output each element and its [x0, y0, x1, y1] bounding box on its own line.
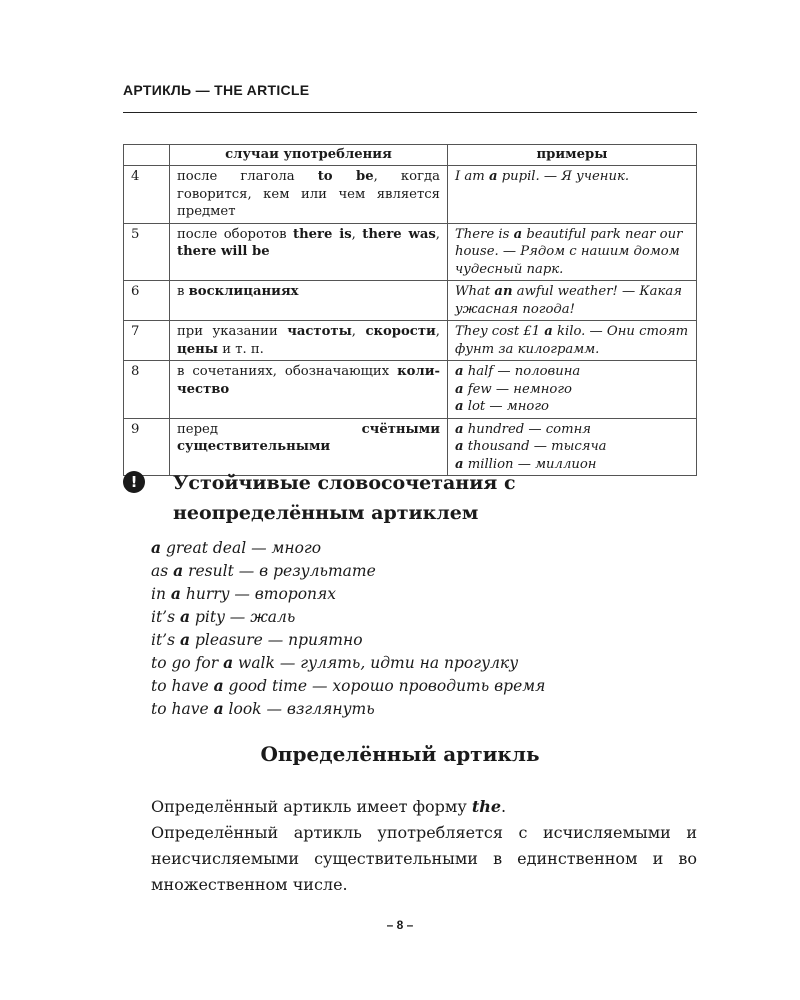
usage-case	[170, 418, 448, 476]
set-phrase	[151, 559, 545, 582]
header-rule	[123, 112, 697, 113]
set-phrase-text: it’s	[151, 631, 180, 649]
column-header-cases: случаи употребления	[170, 145, 448, 166]
example-text: I am	[455, 169, 489, 184]
usage-case-text: в сочетаниях, обозначающих	[177, 364, 398, 379]
example-text: beautiful park near our house. — Рядом с нашим домом чудесный парк.	[455, 226, 683, 277]
usage-examples	[448, 166, 697, 224]
usage-examples	[448, 223, 697, 281]
example-line	[455, 421, 689, 439]
usage-case-bold: цены	[177, 341, 219, 357]
example-line	[455, 363, 689, 381]
usage-case-bold: there was	[362, 226, 436, 242]
set-phrase-text: result — в результате	[183, 562, 376, 580]
running-title: АРТИКЛЬ — THE ARTICLE	[123, 82, 310, 98]
usage-examples	[448, 281, 697, 321]
set-phrase-text: as	[151, 562, 174, 580]
usage-case-text: ,	[351, 324, 366, 339]
paragraph-usage: Определённый артикль употребляется с исчисляемыми и неисчисляемыми существительными в единственном и во множественном числе.	[151, 823, 697, 894]
table-row	[124, 418, 697, 476]
set-phrase-bold: a	[151, 538, 162, 557]
set-phrase-text: it’s	[151, 608, 180, 626]
set-phrase-text: to have	[151, 677, 214, 695]
example-text: awful weather! — Какая ужасная погода!	[455, 284, 682, 317]
example-text: What	[455, 284, 495, 299]
example-text: lot — много	[463, 399, 549, 414]
usage-case	[170, 281, 448, 321]
page-number: – 8 –	[386, 918, 414, 932]
usage-case-text: ,	[435, 324, 440, 339]
paragraph-form	[151, 794, 697, 820]
set-phrases-list	[151, 536, 545, 720]
usage-case	[170, 223, 448, 281]
example-line	[455, 283, 689, 318]
usage-case-text: и т. п.	[218, 341, 264, 357]
set-phrase	[151, 651, 545, 674]
example-bold: a	[455, 439, 464, 454]
table-body	[124, 166, 697, 476]
set-phrase-text: pleasure — приятно	[190, 631, 363, 649]
usage-case-text: ,	[435, 226, 440, 242]
set-phrase-text: look — взглянуть	[223, 700, 375, 718]
row-number: 7	[124, 321, 170, 361]
set-phrase-bold: a	[213, 699, 224, 718]
table-row	[124, 361, 697, 419]
exclamation-icon: !	[123, 471, 145, 493]
set-phrase	[151, 628, 545, 651]
set-phrase-text: good time — хорошо проводить время	[223, 677, 546, 695]
article-form: the	[471, 797, 502, 816]
usage-case	[170, 166, 448, 224]
set-phrase	[151, 605, 545, 628]
set-phrase	[151, 697, 545, 720]
set-phrase	[151, 536, 545, 559]
example-bold: a	[455, 421, 464, 437]
example-bold: an	[494, 284, 513, 299]
section-body	[151, 794, 697, 898]
example-line	[455, 323, 689, 358]
example-text: There is	[455, 226, 514, 242]
example-line	[455, 226, 689, 279]
usage-case	[170, 321, 448, 361]
set-phrase-text: great deal — много	[161, 539, 322, 557]
example-text: half — половина	[463, 364, 581, 379]
table-header-row	[124, 145, 697, 166]
usage-case-bold: количество	[177, 364, 440, 397]
column-header-number	[124, 145, 170, 166]
usage-case-text: в	[177, 284, 189, 299]
example-line	[455, 438, 689, 456]
set-phrase-text: walk — гулять, идти на прогулку	[233, 654, 519, 672]
set-phrase-bold: a	[223, 653, 234, 672]
example-line	[455, 168, 689, 186]
usage-case-text: после оборотов	[177, 226, 293, 242]
example-text: pupil. — Я ученик.	[497, 169, 630, 184]
set-phrase-text: pity — жаль	[190, 608, 296, 626]
example-line	[455, 398, 689, 416]
example-text: few — немного	[463, 381, 572, 397]
usage-case-bold: there will be	[177, 244, 270, 259]
row-number: 6	[124, 281, 170, 321]
row-number: 9	[124, 418, 170, 476]
set-phrase	[151, 582, 545, 605]
set-phrase-bold: a	[170, 584, 181, 603]
column-header-examples: примеры	[448, 145, 697, 166]
usage-case-bold: восклицаниях	[188, 284, 299, 299]
section-heading: Определённый артикль	[260, 742, 540, 766]
usage-case-bold: счётными существительными	[177, 421, 440, 454]
usage-case-bold: to be	[317, 169, 374, 184]
set-phrase	[151, 674, 545, 697]
table-row	[124, 321, 697, 361]
set-phrase-bold: a	[180, 630, 191, 649]
set-phrase-bold: a	[180, 607, 191, 626]
table-row	[124, 223, 697, 281]
set-phrase-bold: a	[213, 676, 224, 695]
set-phrase-text: hurry — второпях	[180, 585, 337, 603]
example-text: They cost £1	[455, 324, 545, 339]
example-bold: a	[488, 169, 498, 184]
usage-examples	[448, 361, 697, 419]
example-text: million — миллион	[463, 456, 597, 472]
example-bold: a	[513, 226, 523, 242]
usage-case-bold: скорости	[365, 324, 436, 339]
example-text: thousand — тысяча	[463, 439, 607, 454]
example-bold: a	[544, 324, 553, 339]
example-text: hundred — сотня	[463, 421, 592, 437]
set-phrases-title: Устойчивые словосочетания с неопределённым артиклем	[173, 472, 516, 524]
example-text: kilo. — Они стоят фунт за килограмм.	[455, 324, 689, 357]
table-row	[124, 166, 697, 224]
example-line	[455, 381, 689, 399]
paragraph-form-text: Определённый артикль имеет форму	[151, 797, 472, 816]
usage-case-bold: частоты	[287, 324, 352, 339]
paragraph-form-end: .	[501, 797, 507, 816]
table-row	[124, 281, 697, 321]
set-phrase-text: to have	[151, 700, 214, 718]
example-bold: a	[455, 381, 464, 397]
usage-case-text: перед	[177, 421, 362, 437]
usage-case	[170, 361, 448, 419]
usage-case-text: после глагола	[177, 169, 318, 184]
set-phrase-bold: a	[173, 561, 184, 580]
usage-table	[123, 144, 697, 476]
usage-case-text: при указании	[177, 324, 288, 339]
usage-case-text: , когда говорится, кем или чем является предмет	[177, 169, 440, 219]
usage-case-bold: there is	[292, 226, 352, 242]
row-number: 4	[124, 166, 170, 224]
example-bold: a	[455, 364, 464, 379]
example-bold: a	[455, 456, 464, 472]
row-number: 8	[124, 361, 170, 419]
usage-examples	[448, 321, 697, 361]
usage-examples	[448, 418, 697, 476]
usage-case-text: ,	[351, 226, 363, 242]
row-number: 5	[124, 223, 170, 281]
set-phrase-text: in	[151, 585, 171, 603]
example-bold: a	[455, 399, 464, 414]
set-phrase-text: to go for	[151, 654, 224, 672]
